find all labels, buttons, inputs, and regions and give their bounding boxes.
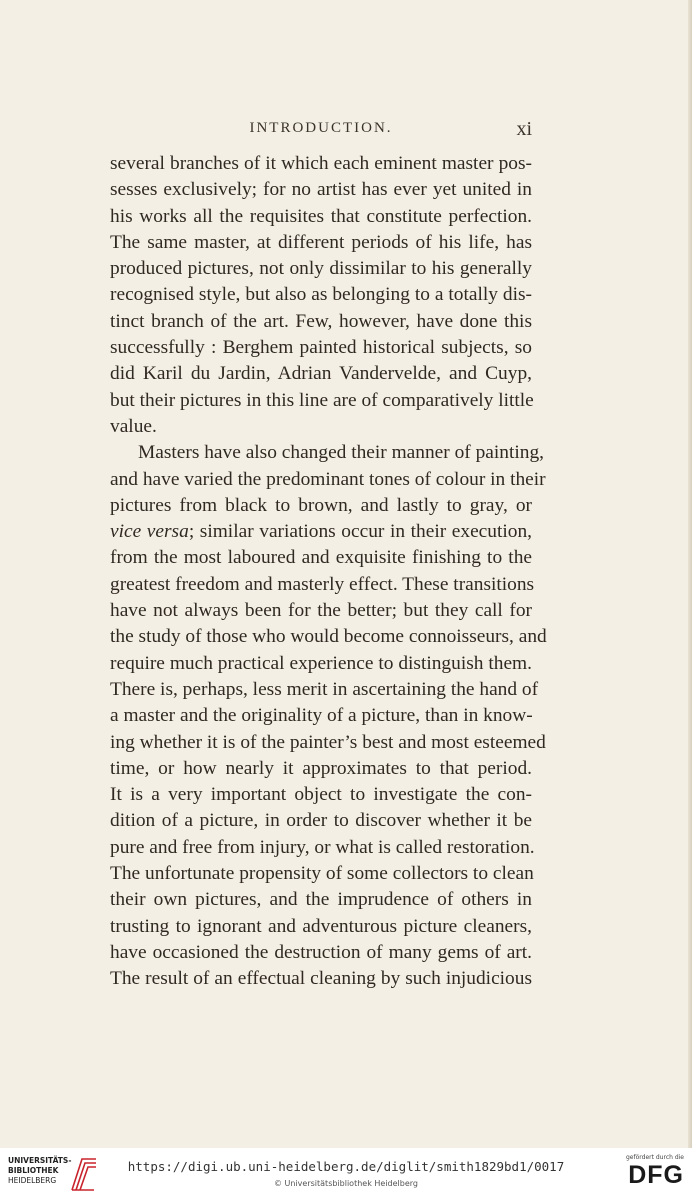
text-run: pure and free from injury, or what is called restoration. (110, 836, 535, 858)
text-run: have occasioned the destruction of many gems of art. (110, 941, 532, 963)
text-run: Masters have also changed their manner of painting, (138, 442, 544, 464)
text-run: their own pictures, and the imprudence of others in (110, 889, 532, 911)
text-line (110, 572, 535, 598)
text-line (110, 835, 535, 861)
text-line (110, 651, 532, 677)
text-line (110, 703, 532, 729)
text-line (110, 414, 532, 440)
text-line (110, 361, 532, 387)
footer-bar (0, 1148, 692, 1197)
text-run: The same master, at different periods of his life, has (110, 231, 532, 253)
text-run: and have varied the predominant tones of colour in their (110, 468, 546, 490)
text-line (110, 966, 532, 992)
text-line (110, 282, 532, 308)
text-run: require much practical experience to distinguish them. (110, 652, 532, 674)
text-run: pictures from black to brown, and lastly to gray, or (110, 494, 532, 516)
text-line (110, 230, 532, 256)
text-run: recognised style, but also as belonging to a totally dis- (110, 284, 532, 306)
text-line (110, 808, 532, 834)
text-run: The result of an effectual cleaning by such injudicious (110, 968, 532, 990)
text-run: several branches of it which each eminent master pos- (110, 153, 532, 174)
text-line (110, 887, 532, 913)
text-run: sesses exclusively; for no artist has ever yet united in (110, 179, 532, 201)
text-run: his works all the requisites that constitute perfection. (110, 205, 532, 227)
dfg-logo[interactable] (604, 1154, 684, 1194)
text-run: from the most laboured and exquisite finishing to the (110, 547, 532, 569)
text-run: did Karil du Jardin, Adrian Vandervelde, and Cuyp, (110, 363, 532, 385)
text-run: trusting to ignorant and adventurous picture cleaners, (110, 915, 532, 937)
text-run: greatest freedom and masterly effect. These transitions (110, 573, 535, 595)
text-run: value. (110, 415, 157, 437)
text-line (110, 861, 532, 887)
text-line (110, 914, 532, 940)
text-run: a master and the originality of a picture, than in know- (110, 705, 533, 727)
text-line (110, 493, 532, 519)
text-run: time, or how nearly it approximates to that period. (110, 757, 532, 779)
text-run: have not always been for the better; but they call for (110, 600, 532, 622)
text-line (110, 204, 532, 230)
body-text (110, 151, 547, 993)
text-run: It is a very important object to investigate the con- (110, 784, 532, 806)
text-line (110, 177, 532, 203)
page-edge (688, 0, 692, 1148)
page-number: xi (516, 118, 532, 140)
text-line (110, 624, 547, 650)
text-line (110, 335, 532, 361)
text-line (110, 940, 532, 966)
text-line (110, 782, 532, 808)
text-line (110, 545, 532, 571)
running-head (110, 118, 532, 142)
text-run: successfully : Berghem painted historical subjects, so (110, 337, 532, 359)
text-line (110, 756, 532, 782)
library-name-line1: UNIVERSITÄTS- (8, 1156, 72, 1165)
text-run: produced pictures, not only dissimilar to his generally (110, 258, 532, 280)
text-line (110, 309, 532, 335)
text-run: tinct branch of the art. Few, however, have done this (110, 310, 532, 332)
library-name-line3: HEIDELBERG (8, 1176, 57, 1185)
text-run: the study of those who would become connoisseurs, and (110, 626, 547, 648)
text-line (110, 151, 532, 177)
funding-note: gefördert durch die (626, 1154, 684, 1161)
text-line (110, 440, 544, 466)
dfg-wordmark: DFG (628, 1161, 684, 1189)
text-run: but their pictures in this line are of comparatively little (110, 389, 534, 411)
text-line (110, 730, 546, 756)
text-line (110, 677, 539, 703)
text-line (110, 519, 532, 545)
permalink-url[interactable]: https://digi.ub.uni-heidelberg.de/diglit/smith1829bd1/0017 (127, 1159, 565, 1174)
text-line (110, 388, 532, 414)
text-run: ing whether it is of the painter’s best and most esteemed (110, 731, 546, 753)
text-run: There is, perhaps, less merit in ascertaining the hand of (110, 678, 539, 700)
copyright-notice: © Universitätsbibliothek Heidelberg (273, 1179, 418, 1188)
library-name-line2: BIBLIOTHEK (8, 1166, 59, 1175)
text-line (110, 256, 532, 282)
text-line (110, 598, 532, 624)
text-run: ; similar variations occur in their execution, (188, 521, 532, 543)
italic-phrase: vice versa (110, 521, 189, 543)
text-run: The unfortunate propensity of some collectors to clean (110, 863, 534, 885)
text-run: dition of a picture, in order to discover whether it be (110, 810, 532, 832)
running-title: INTRODUCTION. (249, 120, 393, 136)
text-line (110, 467, 546, 493)
